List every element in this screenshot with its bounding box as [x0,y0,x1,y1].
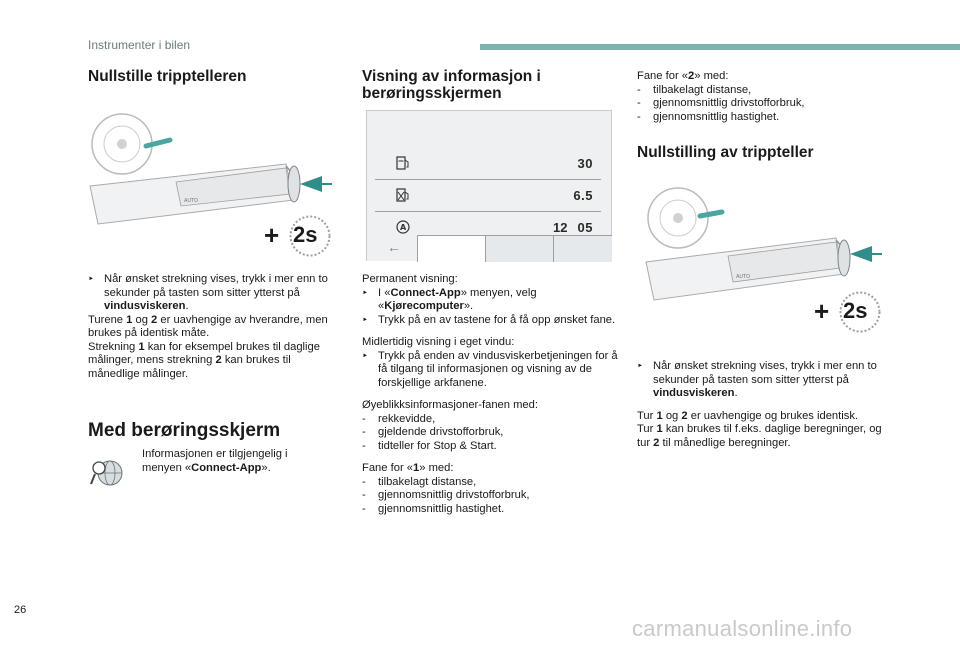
heading-touchscreen-info: Visning av informasjon i berøringsskjermen [362,68,541,102]
tab-trip-2[interactable] [553,235,612,262]
trips-usage-text: Strekning 1 kan for eksempel brukes til daglige målinger, mens strekning 2 kan brukes til månedlige målinger. [88,340,320,380]
svg-text:A: A [400,223,407,232]
section-title: Instrumenter i bilen [88,38,191,52]
tab-instant[interactable] [417,235,486,262]
instruction-bullet: ‣ I «Connect-App» menyen, velg «Kjørecomputer». [362,286,537,312]
instant-tab-label: Øyeblikksinformasjoner-fanen med: [362,399,538,411]
consumption-value: 6.5 [573,188,593,203]
back-button[interactable] [367,235,417,261]
screen-divider [375,211,601,212]
instruction-bullet: ‣ Når ønsket strekning vises, trykk i mer enn to sekunder på tasten som sitter ytterst på vindusviskeren. [637,360,877,399]
list-item: - gjeldende drivstofforbruk, [362,426,504,438]
list-item: - gjennomsnittlig drivstofforbruk, [637,97,805,109]
temporary-display-label: Midlertidig visning i eget vindu: [362,336,515,348]
fuel-consumption-icon [395,187,411,203]
heading-reset-trip-counter: Nullstilling av trippteller [637,144,814,161]
touchscreen-mock [366,110,612,261]
back-arrow-icon: ← [387,239,401,255]
stopstart-seconds: 05 [577,220,593,235]
stopstart-minutes: 12 [553,220,568,235]
tab2-block [637,70,897,124]
middle-text-block [362,273,618,516]
list-item: - gjennomsnittlig drivstofforbruk, [362,489,530,501]
right-text-block [637,360,893,450]
fuel-pump-icon [395,155,411,171]
instruction-bullet: ‣ Trykk på en av tastene for å få opp ønsket fane. [362,313,616,326]
two-seconds-label: 2s [843,298,868,323]
screen-row-consumption[interactable] [375,181,601,211]
left-text-block [88,273,340,381]
tab1-label: Fane for «1» med: [362,462,454,474]
list-item: - tidteller for Stop & Start. [362,439,497,452]
bullet-marker: ‣ [88,274,94,285]
list-item: - gjennomsnittlig hastighet. [637,110,780,123]
list-item: - tilbakelagt distanse, [637,83,752,96]
tab2-label: Fane for «2» med: [637,70,729,82]
list-item: - tilbakelagt distanse, [362,475,477,488]
trips-usage-text: Tur 1 kan brukes til f.eks. daglige beregninger, og tur 2 til månedlige beregninger. [637,423,882,449]
svg-text:AUTO: AUTO [184,198,199,204]
list-item: - rekkevidde, [362,412,436,425]
trips-independent-text: Turene 1 og 2 er uavhengige av hverandre, men brukes på identisk måte. [88,313,328,339]
instruction-bullet: ‣ Trykk på enden av vindusviskerbetjeningen for å få tilgang til informasjonen og visning av de forskjellige arkfanene. [362,349,618,389]
svg-text:AUTO: AUTO [736,274,751,280]
list-item: - gjennomsnittlig hastighet. [362,502,505,515]
header-accent-bar [480,44,960,50]
plus-sign: + [264,220,280,250]
screen-divider [375,179,601,180]
hold-2s-badge [814,290,882,334]
heading-reset-trip: Nullstille tripptelleren [88,68,247,85]
screen-row-range[interactable] [375,149,601,179]
stop-start-icon [395,219,411,235]
connect-app-globe-icon [90,456,124,490]
range-value: 30 [577,156,593,171]
page-number: 26 [14,604,27,616]
watermark-text: carmanualsonline.info [632,616,853,641]
permanent-display-label: Permanent visning: [362,273,458,285]
hold-2s-badge [264,214,332,258]
two-seconds-label: 2s [293,222,318,247]
instruction-bullet: ‣ Når ønsket strekning vises, trykk i mer enn to sekunder på tasten som sitter ytterst på vindusviskeren. [88,273,328,312]
trips-independent-text: Tur 1 og 2 er uavhengige og brukes identisk. [637,409,859,422]
tab-trip-1[interactable] [485,235,554,262]
plus-sign: + [814,296,830,326]
connect-app-info: Informasjonen er tilgjengelig i menyen «Connect-App». [142,448,288,474]
heading-touchscreen: Med berøringsskjerm [88,420,281,441]
